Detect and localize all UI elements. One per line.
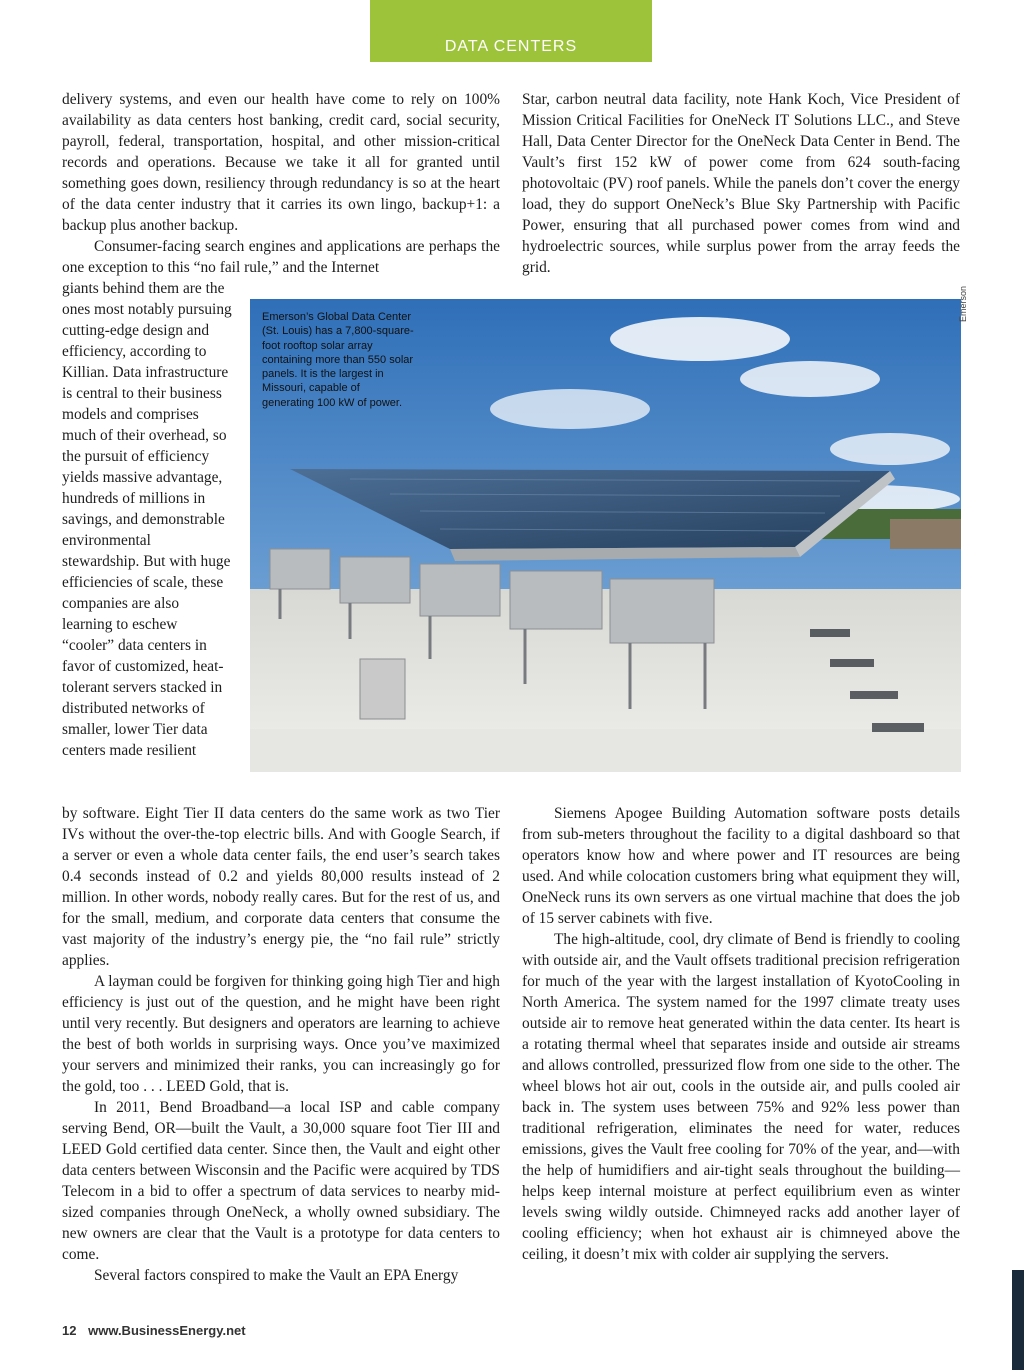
paragraph: giants behind them are the ones most notably pursuing cutting-edge design and efficiency, according to Killian. Data infrastructure is central to their business models and comprises much of their overhead, so the pursuit of efficiency yields massive advantage, hundreds of millions in savings, and demonstrable environmental stewardship. But with huge efficiencies of scale, these companies are also learning to eschew “cooler” data centers in favor of customized, heat-tolerant servers stacked in distributed networks of smaller, lower Tier data centers made resilient xyxy=(62,280,232,759)
section-title: DATA CENTERS xyxy=(444,38,578,55)
paragraph: A layman could be forgiven for thinking going high Tier and high efficiency is just out of the question, and he might have been right until very recently. But designers and operators are learning to achieve the best of both worlds in surprising ways. Once you’ve maximized your servers and minimized their ranks, you can increasingly go for the gold, too . . . LEED Gold, that is. xyxy=(62,973,500,1095)
paragraph: delivery systems, and even our health have come to rely on 100% availability as data centers host banking, credit card, social security, payroll, federal, transportation, hospital, and other mission-critical records and operations. Because we take it all for granted until something goes down, resiliency through redundancy is so at the heart of the data center industry that it carries its own lingo, backup+1: a backup plus another backup. xyxy=(62,91,500,234)
page-edge-decoration xyxy=(1012,1270,1024,1370)
article-column-left-bottom xyxy=(62,803,500,1286)
page-number: 12 xyxy=(62,1323,77,1338)
photo-caption: Emerson’s Global Data Center (St. Louis) has a 7,800-square-foot rooftop solar array containing more than 550 solar panels. It is the largest in Missouri, capable of generating 100 kW of power. xyxy=(262,311,414,409)
article-column-left-narrow xyxy=(62,278,232,761)
paragraph: In 2011, Bend Broadband—a local ISP and cable company serving Bend, OR—built the Vault, a 30,000 square foot Tier III and LEED Gold certified data center. Since then, the Vault and eight other data centers between Wisconsin and the Pacific were acquired by TDS Telecom in a bid to offer a spectrum of data services to nearby mid-sized companies through OneNeck, a wholly owned subsidiary. The new owners are clear that the Vault is a prototype for data centers to come. xyxy=(62,1099,500,1263)
paragraph: Star, carbon neutral data facility, note Hank Koch, Vice President of Mission Critical Facilities for OneNeck IT Solutions LLC., and Steve Hall, Data Center Director for the OneNeck Data Center in Bend. The Vault’s first 152 kW of power come from 624 south-facing photovoltaic (PV) roof panels. While the panels don’t cover the energy load, they do support OneNeck’s Blue Sky Partnership with Pacific Power, ensuring that all purchased power comes from wind and hydroelectric sources, while surplus power from the array feeds the grid. xyxy=(522,91,960,276)
article-column-right-top xyxy=(522,89,960,278)
footer-website-link[interactable]: www.BusinessEnergy.net xyxy=(88,1323,246,1338)
paragraph: Siemens Apogee Building Automation software posts details from sub-meters throughout the facility to a digital dashboard so that operators know how and where power and IT resources are being used. And while colocation customers bring what equipment they will, OneNeck runs its own servers as one virtual machine that does the job of 15 server cabinets with five. xyxy=(522,805,960,927)
page-footer xyxy=(62,1323,246,1338)
photo-credit: Emerson xyxy=(958,285,968,322)
paragraph: Consumer-facing search engines and applications are perhaps the one exception to this “no fail rule,” and the Internet xyxy=(62,238,500,276)
paragraph: The high-altitude, cool, dry climate of Bend is friendly to cooling with outside air, and the Vault offsets traditional precision refrigeration for much of the year with the largest installation of KyotoCooling in North America. The system named for the 1997 climate treaty uses outside air to remove heat generated within the data center. Its heart is a rotating thermal wheel that separates inside and outside air streams and allows controlled, pressurized flow from one side to the other. The wheel blows hot air out, cools in the outside air, and pulls cooled air back in. The system uses between 75% and 92% less power than traditional refrigeration, eliminates the need for water, reduces emissions, gives the Vault free cooling for 70% of the year, and—with the help of humidifiers and air-tight seals throughout the building—helps keep internal moisture at perfect equilibrium even as winter levels swing wildly outside. Chimneyed racks add another layer of cooling efficiency; when hot exhaust air is chimneyed above the ceiling, it doesn’t mix with colder air supplying the servers. xyxy=(522,931,960,1263)
article-column-right-bottom xyxy=(522,803,960,1265)
section-header-tab xyxy=(370,0,652,62)
article-column-left-top xyxy=(62,89,500,278)
paragraph: by software. Eight Tier II data centers do the same work as two Tier IVs without the over-the-top electric bills. And with Google Search, if a server or even a whole data center fails, the end user’s search takes 0.4 seconds instead of 0.2 and yields 80,000 results instead of 2 million. In other words, nobody really cares. But for the rest of us, and for the small, medium, and corporate data centers that consume the vast majority of the industry’s energy pie, the “no fail rule” strictly applies. xyxy=(62,805,500,969)
paragraph: Several factors conspired to make the Vault an EPA Energy xyxy=(94,1267,459,1284)
